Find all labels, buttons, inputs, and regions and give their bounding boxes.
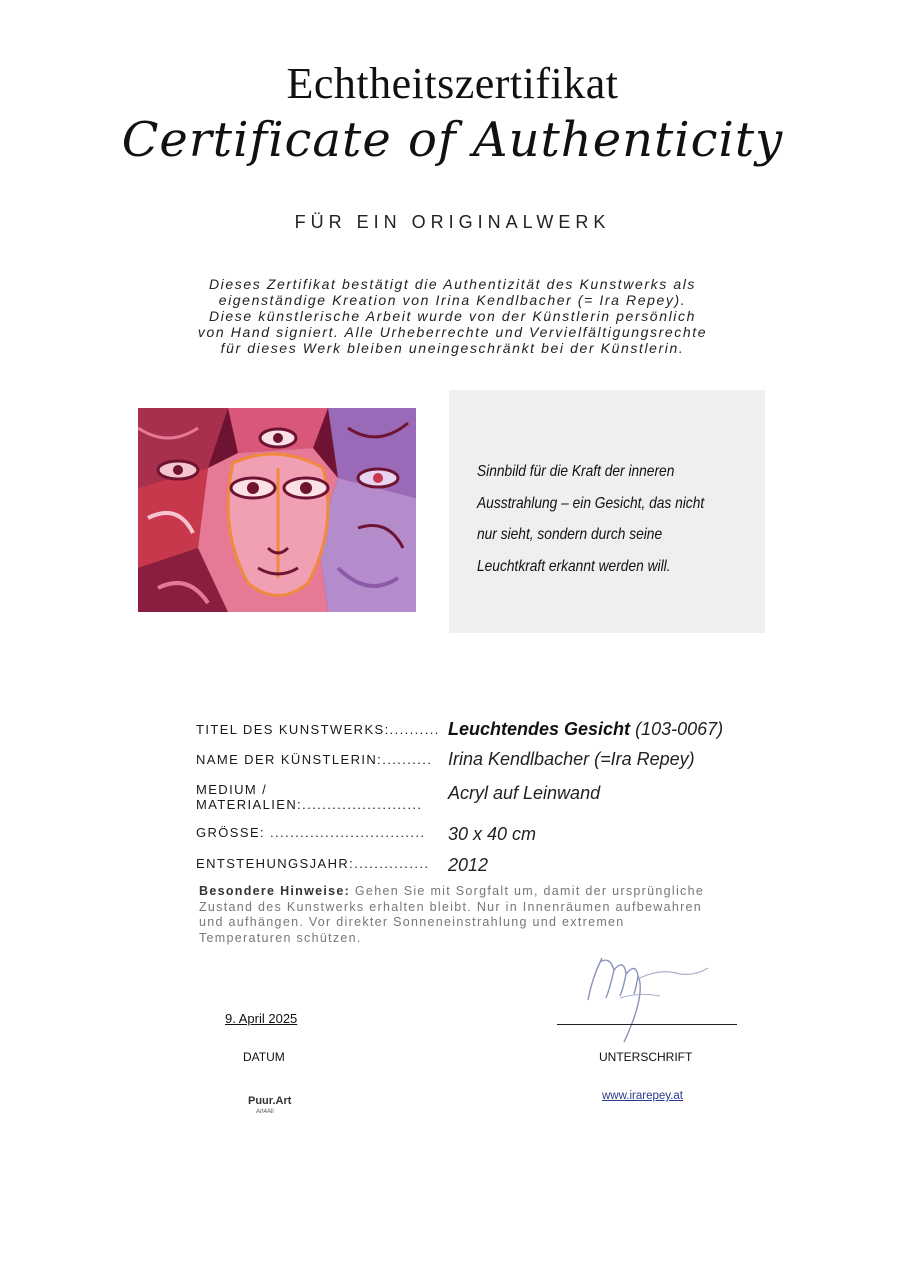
artwork-description-box xyxy=(449,390,765,633)
artwork-image xyxy=(138,408,416,612)
detail-value: Irina Kendlbacher (=Ira Repey) xyxy=(448,749,695,769)
signature-line xyxy=(557,1024,737,1025)
artwork-painting xyxy=(138,408,416,612)
detail-value xyxy=(448,719,723,740)
artwork-code: (103-0067) xyxy=(630,719,724,739)
care-notes xyxy=(199,884,759,946)
signature-label: UNTERSCHRIFT xyxy=(599,1050,693,1064)
detail-label-line: MATERIALIEN:........................ xyxy=(196,797,423,812)
date-value: 9. April 2025 xyxy=(225,1011,298,1026)
detail-value: Acryl auf Leinwand xyxy=(448,783,601,803)
notes-text: Gehen Sie mit Sorgfalt um, damit der ursprüngliche xyxy=(350,884,705,898)
detail-value: 30 x 40 cm xyxy=(448,824,537,844)
detail-label xyxy=(196,782,422,812)
description-line: Ausstrahlung – ein Gesicht, das nicht xyxy=(477,494,705,512)
intro-line: Dieses Zertifikat bestätigt die Authentizität des Kunstwerks als xyxy=(208,276,697,292)
subtitle: FÜR EIN ORIGINALWERK xyxy=(294,212,611,232)
detail-label: NAME DER KÜNSTLERIN:.......... xyxy=(196,752,433,767)
detail-label-line: MEDIUM / xyxy=(196,782,268,797)
handwritten-signature xyxy=(580,948,710,1043)
intro-line: Diese künstlerische Arbeit wurde von der Künstlerin persönlich xyxy=(209,308,696,324)
description-line: Sinnbild für die Kraft der inneren xyxy=(477,463,675,480)
detail-label: GRÖSSE: ............................... xyxy=(196,825,426,840)
artwork-title: Leuchtendes Gesicht xyxy=(448,719,631,739)
title-german: Echtheitszertifikat xyxy=(286,59,619,108)
puur-art-logo xyxy=(246,1090,292,1116)
detail-value: 2012 xyxy=(448,855,489,875)
notes-line: und aufhängen. Vor direkter Sonneneinstrahlung und extremen xyxy=(199,915,625,929)
intro-paragraph xyxy=(140,276,765,356)
detail-label: ENTSTEHUNGSJAHR:............... xyxy=(196,856,430,871)
description-line: Leuchtkraft erkannt werden will. xyxy=(477,557,671,575)
notes-heading: Besondere Hinweise: xyxy=(199,884,351,898)
detail-label: TITEL DES KUNSTWERKS:.......... xyxy=(196,722,440,737)
website-link[interactable]: www.irarepey.at xyxy=(602,1090,683,1102)
intro-line: von Hand signiert. Alle Urheberrechte und Vervielfältigungsrechte xyxy=(197,324,708,340)
date-label: DATUM xyxy=(243,1050,285,1064)
description-line: nur sieht, sondern durch seine xyxy=(477,526,663,543)
notes-line: Zustand des Kunstwerks erhalten bleibt. Nur in Innenräumen aufbewahren xyxy=(199,899,703,914)
title-english: Certificate of Authenticity xyxy=(121,112,784,168)
logo-text: Puur.Art xyxy=(248,1095,292,1107)
notes-line xyxy=(199,884,759,900)
intro-line: für dieses Werk bleiben uneingeschränkt bei der Künstlerin. xyxy=(220,340,685,356)
intro-line: eigenständige Kreation von Irina Kendlbacher (= Ira Repey). xyxy=(218,292,687,308)
logo-subtext: Art4All xyxy=(256,1109,274,1115)
notes-line: Temperaturen schützen. xyxy=(199,930,362,945)
artwork-description xyxy=(477,456,744,582)
